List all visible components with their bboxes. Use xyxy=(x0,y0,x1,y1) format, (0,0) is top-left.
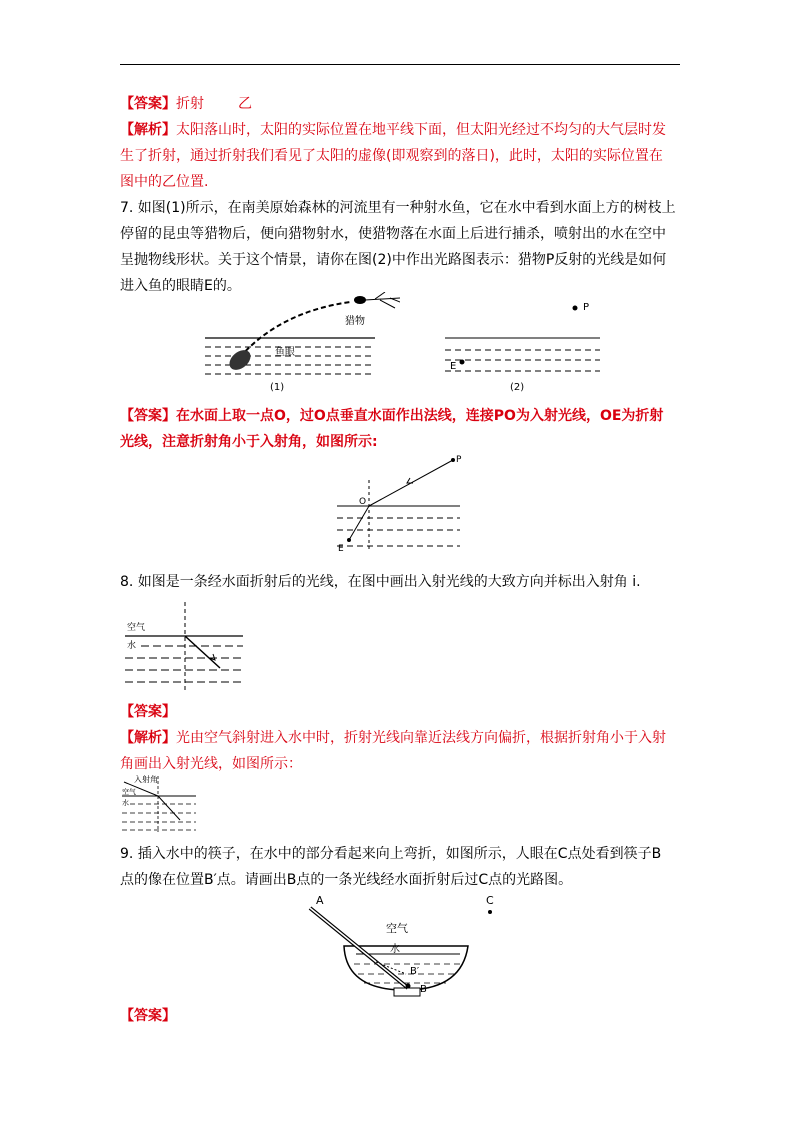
answer-text: 在水面上取一点O，过O点垂直水面作出法线，连接PO为入射光线，OE为折射 xyxy=(176,408,664,424)
point-e xyxy=(460,360,465,365)
answer-text: 折射 xyxy=(176,96,204,112)
point-o-label: O xyxy=(359,497,367,507)
refracted-ray xyxy=(185,636,220,668)
q6-analysis-line-2: 生了折射，通过折射我们看见了太阳的虚像(即观察到的落日)，此时，太阳的实际位置在 xyxy=(120,148,663,164)
q6-answer-line xyxy=(120,94,680,114)
header-rule xyxy=(120,64,680,65)
q7-answer-line-2: 光线，注意折射角小于入射角，如图所示: xyxy=(120,434,378,450)
q9-line-2: 点的像在位置B′点。请画出B点的一条光线经水面折射后过C点的光路图。 xyxy=(120,872,573,888)
point-b-prime-label: B′ xyxy=(410,966,420,977)
fish xyxy=(226,346,255,374)
q7-line-4: 进入鱼的眼睛E的。 xyxy=(120,278,241,294)
q8-analysis-line-1 xyxy=(120,728,680,748)
tree-branch xyxy=(365,292,400,308)
answer-tag: 【答案】 xyxy=(120,96,176,112)
water-label: 水 xyxy=(390,944,400,955)
water-label: 水 xyxy=(127,641,137,651)
q6-analysis-line-3: 图中的乙位置. xyxy=(120,174,209,190)
water-jet-path xyxy=(240,302,350,357)
point-p-label: P xyxy=(583,302,590,313)
analysis-tag: 【解析】 xyxy=(120,730,176,746)
q7-line-1: 7. 如图(1)所示，在南美原始森林的河流里有一种射水鱼，它在水中看到水面上方的树枝上 xyxy=(120,200,676,216)
analysis-tag: 【解析】 xyxy=(120,122,176,138)
q7-answer-line-1 xyxy=(120,406,680,426)
answer-choice: 乙 xyxy=(238,96,252,112)
prey-label: 猎物 xyxy=(345,316,365,327)
q7-answer-figure xyxy=(335,450,465,560)
water-dashes xyxy=(125,646,243,682)
point-c-label: C xyxy=(486,894,494,907)
q8-line: 8. 如图是一条经水面折射后的光线，在图中画出入射光线的大致方向并标出入射角 i. xyxy=(120,574,641,590)
air-label: 空气 xyxy=(127,623,146,633)
q9-figure xyxy=(300,892,510,1004)
figure-2-caption: (2) xyxy=(510,382,525,392)
point-e-label: E xyxy=(450,361,457,372)
prey-insect xyxy=(354,296,366,304)
point-a-label: A xyxy=(316,894,324,907)
q7-line-2: 停留的昆虫等猎物后，便向猎物射水，使猎物落在水面上后进行捕杀，喷射出的水在空中 xyxy=(120,226,666,242)
q7-figure-2 xyxy=(440,292,600,392)
q8-answer-tag: 【答案】 xyxy=(120,704,176,720)
analysis-text: 光由空气斜射进入水中时，折射光线向靠近法线方向偏折，根据折射角小于入射 xyxy=(176,730,666,746)
q9-line-1: 9. 插入水中的筷子，在水中的部分看起来向上弯折，如图所示，人眼在C点处看到筷子B xyxy=(120,846,662,862)
point-b xyxy=(406,984,411,989)
incidence-angle-label: 入射角 xyxy=(134,775,158,784)
q9-answer-tag: 【答案】 xyxy=(120,1008,176,1024)
point-e xyxy=(347,538,351,542)
q8-analysis-line-2: 角画出入射光线，如图所示： xyxy=(120,756,302,772)
water-dashes xyxy=(122,804,196,830)
air-label: 空气 xyxy=(386,922,408,935)
air-label: 空气 xyxy=(122,788,136,796)
answer-tag: 【答案】 xyxy=(120,408,176,424)
point-c xyxy=(488,910,492,914)
refracted-ray xyxy=(158,796,180,820)
fish-eye-label: 鱼眼 xyxy=(275,347,295,358)
figure-1-caption: (1) xyxy=(270,382,285,392)
analysis-text: 太阳落山时，太阳的实际位置在地平线下面，但太阳光经过不均匀的大气层时发 xyxy=(176,122,666,138)
water-label: 水 xyxy=(122,799,129,807)
point-p-label: P xyxy=(456,455,462,465)
q8-answer-figure xyxy=(120,772,200,836)
refracted-ray xyxy=(349,506,369,540)
q7-figure-1 xyxy=(200,292,400,392)
water-dashes xyxy=(337,518,460,546)
q8-figure xyxy=(125,600,245,692)
point-b-label: B xyxy=(420,984,427,995)
point-e-label: E xyxy=(338,544,344,554)
point-p xyxy=(573,306,578,311)
water-dashes xyxy=(445,350,600,371)
q6-analysis-line-1 xyxy=(120,120,680,140)
q7-line-3: 呈抛物线形状。关于这个情景，请你在图(2)中作出光路图表示：猎物P反射的光线是如何 xyxy=(120,252,667,268)
